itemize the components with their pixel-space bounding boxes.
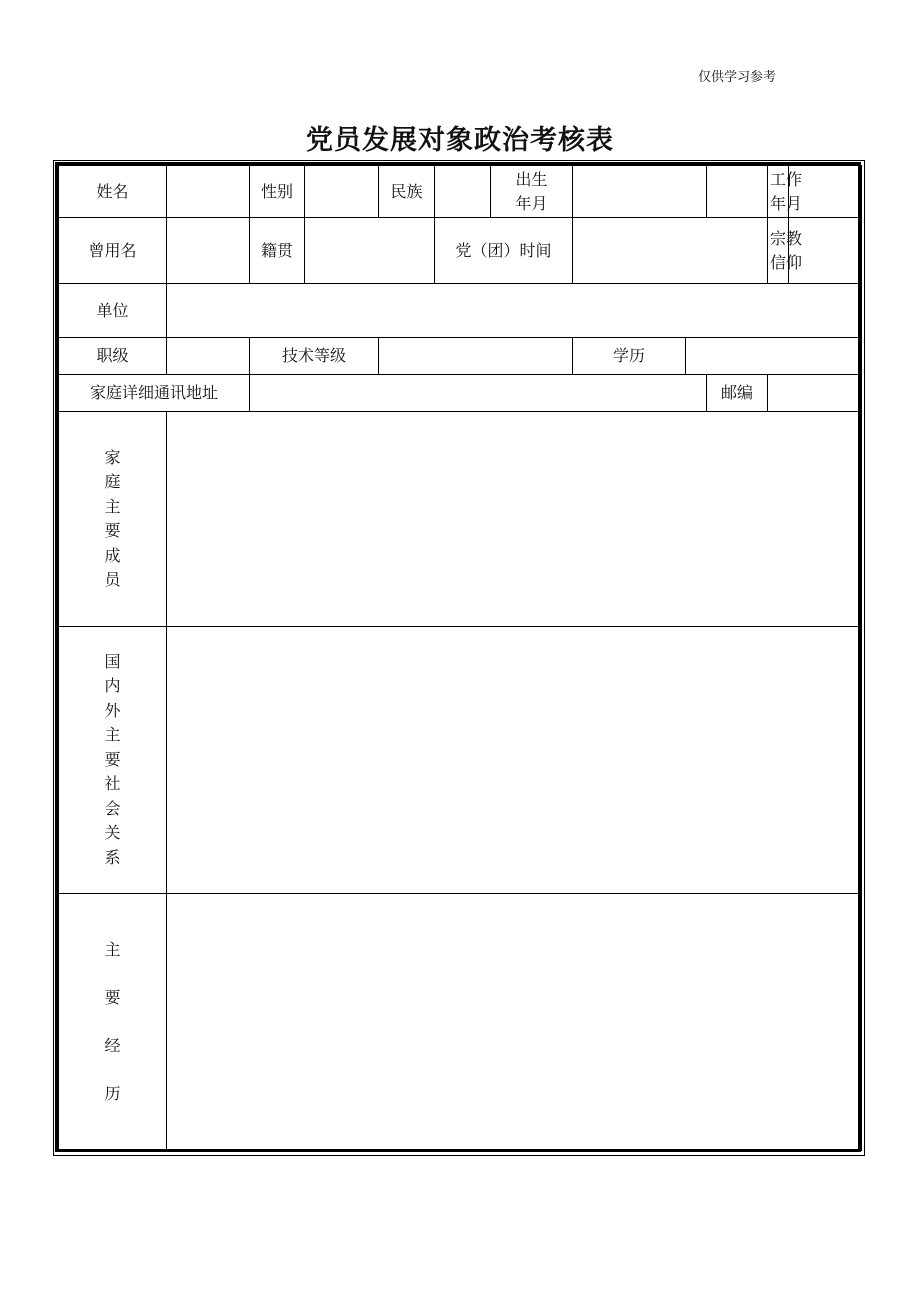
label-tech-grade: 技术等级 bbox=[250, 338, 379, 375]
label-home-address: 家庭详细通讯地址 bbox=[59, 375, 250, 412]
label-education: 学历 bbox=[573, 338, 686, 375]
row-address bbox=[59, 375, 862, 412]
label-birth-date: 出生年月 bbox=[491, 166, 573, 218]
label-party-league-date: 党（团）时间 bbox=[435, 218, 573, 284]
political-review-form bbox=[58, 165, 862, 1151]
label-former-name: 曾用名 bbox=[59, 218, 167, 284]
label-rank: 职级 bbox=[59, 338, 167, 375]
page-title: 党员发展对象政治考核表 bbox=[306, 125, 614, 156]
row-family-members bbox=[59, 412, 862, 627]
field-education[interactable] bbox=[686, 338, 862, 375]
label-postcode: 邮编 bbox=[707, 375, 768, 412]
field-rank[interactable] bbox=[167, 338, 250, 375]
header-note: 仅供学习参考 bbox=[698, 70, 777, 85]
row-grade bbox=[59, 338, 862, 375]
field-ethnicity[interactable] bbox=[435, 166, 491, 218]
row-unit bbox=[59, 284, 862, 338]
field-postcode[interactable] bbox=[768, 375, 862, 412]
row-history-info bbox=[59, 218, 862, 284]
label-unit: 单位 bbox=[59, 284, 167, 338]
field-family-members[interactable] bbox=[167, 412, 862, 627]
row-social-relations bbox=[59, 627, 862, 894]
field-birth-date[interactable] bbox=[573, 166, 707, 218]
field-party-league-date[interactable] bbox=[573, 218, 768, 284]
label-religion: 宗教信仰 bbox=[768, 218, 789, 284]
label-social-relations: 国内外主要社会关系 bbox=[59, 627, 167, 894]
field-unit[interactable] bbox=[167, 284, 862, 338]
row-experience bbox=[59, 894, 862, 1151]
spacer-a bbox=[707, 166, 768, 218]
field-gender[interactable] bbox=[305, 166, 379, 218]
field-experience[interactable] bbox=[167, 894, 862, 1151]
field-home-address[interactable] bbox=[250, 375, 707, 412]
field-name[interactable] bbox=[167, 166, 250, 218]
label-gender: 性别 bbox=[250, 166, 305, 218]
field-social-relations[interactable] bbox=[167, 627, 862, 894]
label-native-place: 籍贯 bbox=[250, 218, 305, 284]
field-native-place[interactable] bbox=[305, 218, 435, 284]
label-work-date: 工作年月 bbox=[768, 166, 789, 218]
label-ethnicity: 民族 bbox=[379, 166, 435, 218]
field-tech-grade[interactable] bbox=[379, 338, 573, 375]
label-experience: 主要经历 bbox=[59, 894, 167, 1151]
label-name: 姓名 bbox=[59, 166, 167, 218]
label-family-members: 家庭主要成员 bbox=[59, 412, 167, 627]
row-basic-info bbox=[59, 166, 862, 218]
field-former-name[interactable] bbox=[167, 218, 250, 284]
